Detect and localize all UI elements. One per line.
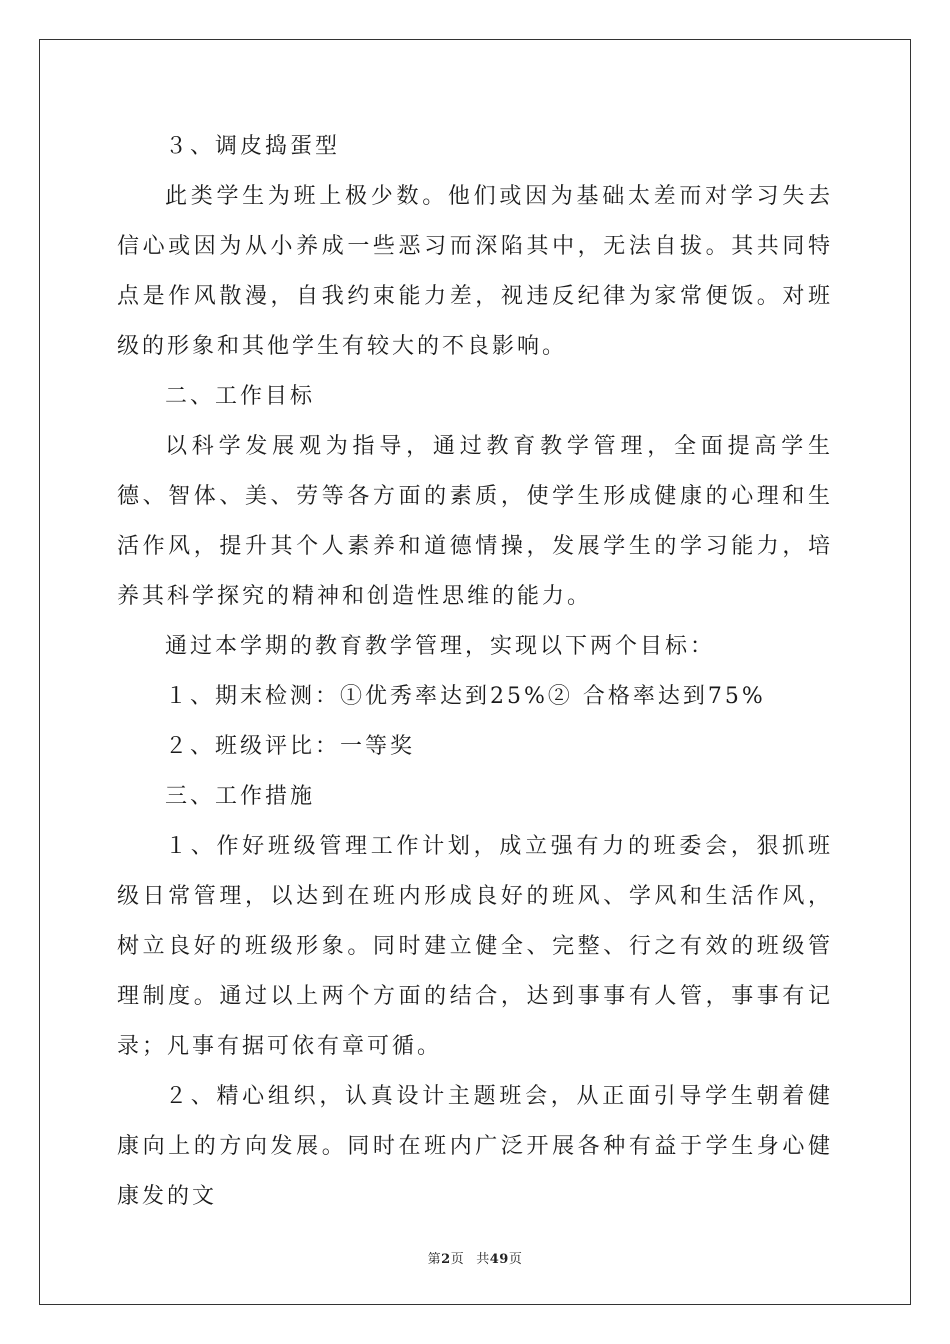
section-heading-goals: 二、工作目标	[165, 384, 316, 409]
section-heading-measures: 三、工作措施	[165, 784, 316, 809]
document-body	[117, 122, 833, 1222]
paragraph: 以科学发展观为指导，通过教育教学管理，全面提高学生德、智体、美、劳等各方面的素质，使学生形成健康的心理和生活作风，提升其个人素养和道德情操，发展学生的学习能力，培养其科学探究的精神和创造性思维的能力。	[117, 434, 833, 609]
page-prefix: 第	[427, 1252, 442, 1267]
goal-item: １、期末检测：①优秀率达到25%② 合格率达到75%	[165, 684, 766, 709]
paragraph-type-heading: ３、调皮捣蛋型	[165, 134, 341, 159]
total-pages: 49	[489, 1252, 509, 1267]
total-prefix: 共	[476, 1252, 490, 1267]
total-suffix: 页	[508, 1252, 523, 1267]
goal-item: ２、班级评比：一等奖	[165, 734, 416, 759]
page-number: 2	[441, 1252, 451, 1267]
page-suffix: 页	[450, 1252, 465, 1267]
paragraph: 此类学生为班上极少数。他们或因为基础太差而对学习失去信心或因为从小养成一些恶习而深陷其中，无法自拔。其共同特点是作风散漫，自我约束能力差，视违反纪律为家常便饭。对班级的形象和其他学生有较大的不良影响。	[117, 184, 833, 359]
paragraph: 通过本学期的教育教学管理，实现以下两个目标：	[165, 634, 716, 659]
measure-item: ２、精心组织，认真设计主题班会，从正面引导学生朝着健康向上的方向发展。同时在班内广泛开展各种有益于学生身心健康发的文	[117, 1084, 833, 1209]
measure-item: １、作好班级管理工作计划，成立强有力的班委会，狠抓班级日常管理，以达到在班内形成良好的班风、学风和生活作风，树立良好的班级形象。同时建立健全、完整、行之有效的班级管理制度。通过以上两个方面的结合，达到事事有人管，事事有记录；凡事有据可依有章可循。	[117, 834, 833, 1059]
page-footer	[0, 1248, 950, 1267]
